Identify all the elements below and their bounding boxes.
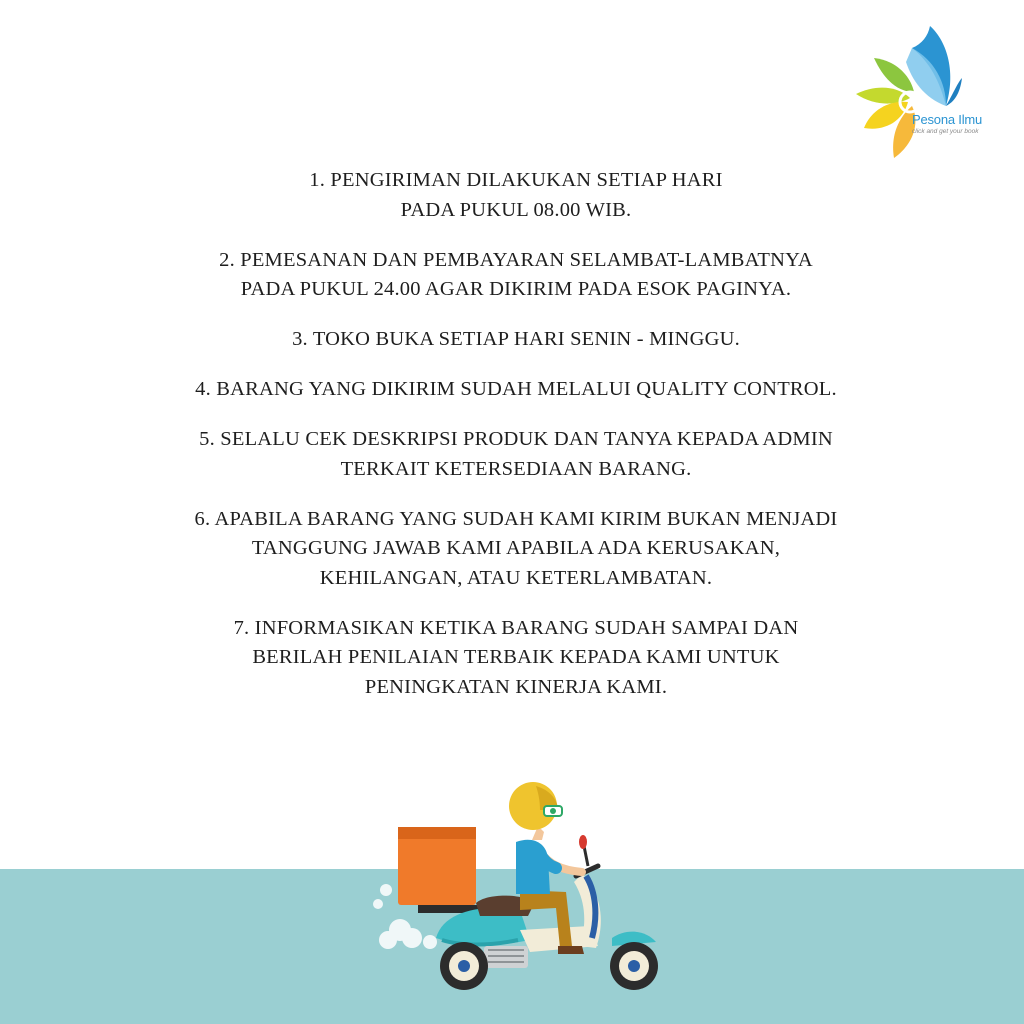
logo-tagline: click and get your book bbox=[912, 128, 979, 135]
rule-item-5 bbox=[100, 425, 932, 484]
rule-line: 3. TOKO BUKA SETIAP HARI SENIN - MINGGU. bbox=[292, 328, 740, 350]
logo-brand-name: Pesona Ilmu bbox=[912, 112, 983, 127]
rule-line: 1. PENGIRIMAN DILAKUKAN SETIAP HARI bbox=[309, 169, 723, 191]
flower-logo-icon bbox=[850, 22, 1000, 172]
rule-item-2 bbox=[100, 246, 932, 305]
shipping-rules-list bbox=[100, 166, 932, 723]
rule-line: 5. SELALU CEK DESKRIPSI PRODUK DAN TANYA KEPADA ADMIN bbox=[199, 428, 833, 450]
rule-line: TERKAIT KETERSEDIAAN BARANG. bbox=[340, 457, 692, 480]
pesona-ilmu-logo bbox=[850, 22, 1000, 172]
rule-item-3 bbox=[100, 325, 932, 355]
rule-line: TANGGUNG JAWAB KAMI APABILA ADA KERUSAKAN, bbox=[251, 537, 781, 559]
rule-line: BERILAH PENILAIAN TERBAIK KEPADA KAMI UNTUK bbox=[252, 646, 780, 668]
rule-line: 4. BARANG YANG DIKIRIM SUDAH MELALUI QUALITY CONTROL. bbox=[195, 378, 837, 400]
rule-line: PADA PUKUL 24.00 AGAR DIKIRIM PADA ESOK PAGINYA. bbox=[240, 278, 792, 300]
rule-line: 7. INFORMASIKAN KETIKA BARANG SUDAH SAMPAI DAN bbox=[233, 616, 799, 639]
rule-line: PADA PUKUL 08.00 WIB. bbox=[400, 198, 632, 221]
rule-line: 6. APABILA BARANG YANG SUDAH KAMI KIRIM BUKAN MENJADI bbox=[194, 507, 838, 530]
rule-item-6 bbox=[100, 505, 932, 594]
rule-line: PENINGKATAN KINERJA KAMI. bbox=[364, 675, 668, 698]
rule-item-4 bbox=[100, 375, 932, 405]
delivery-scooter-icon bbox=[360, 770, 670, 1005]
rule-line: KEHILANGAN, ATAU KETERLAMBATAN. bbox=[319, 566, 713, 589]
rule-item-1 bbox=[100, 166, 932, 225]
rule-line: 2. PEMESANAN DAN PEMBAYARAN SELAMBAT-LAMBATNYA bbox=[219, 248, 813, 271]
rule-item-7 bbox=[100, 614, 932, 703]
